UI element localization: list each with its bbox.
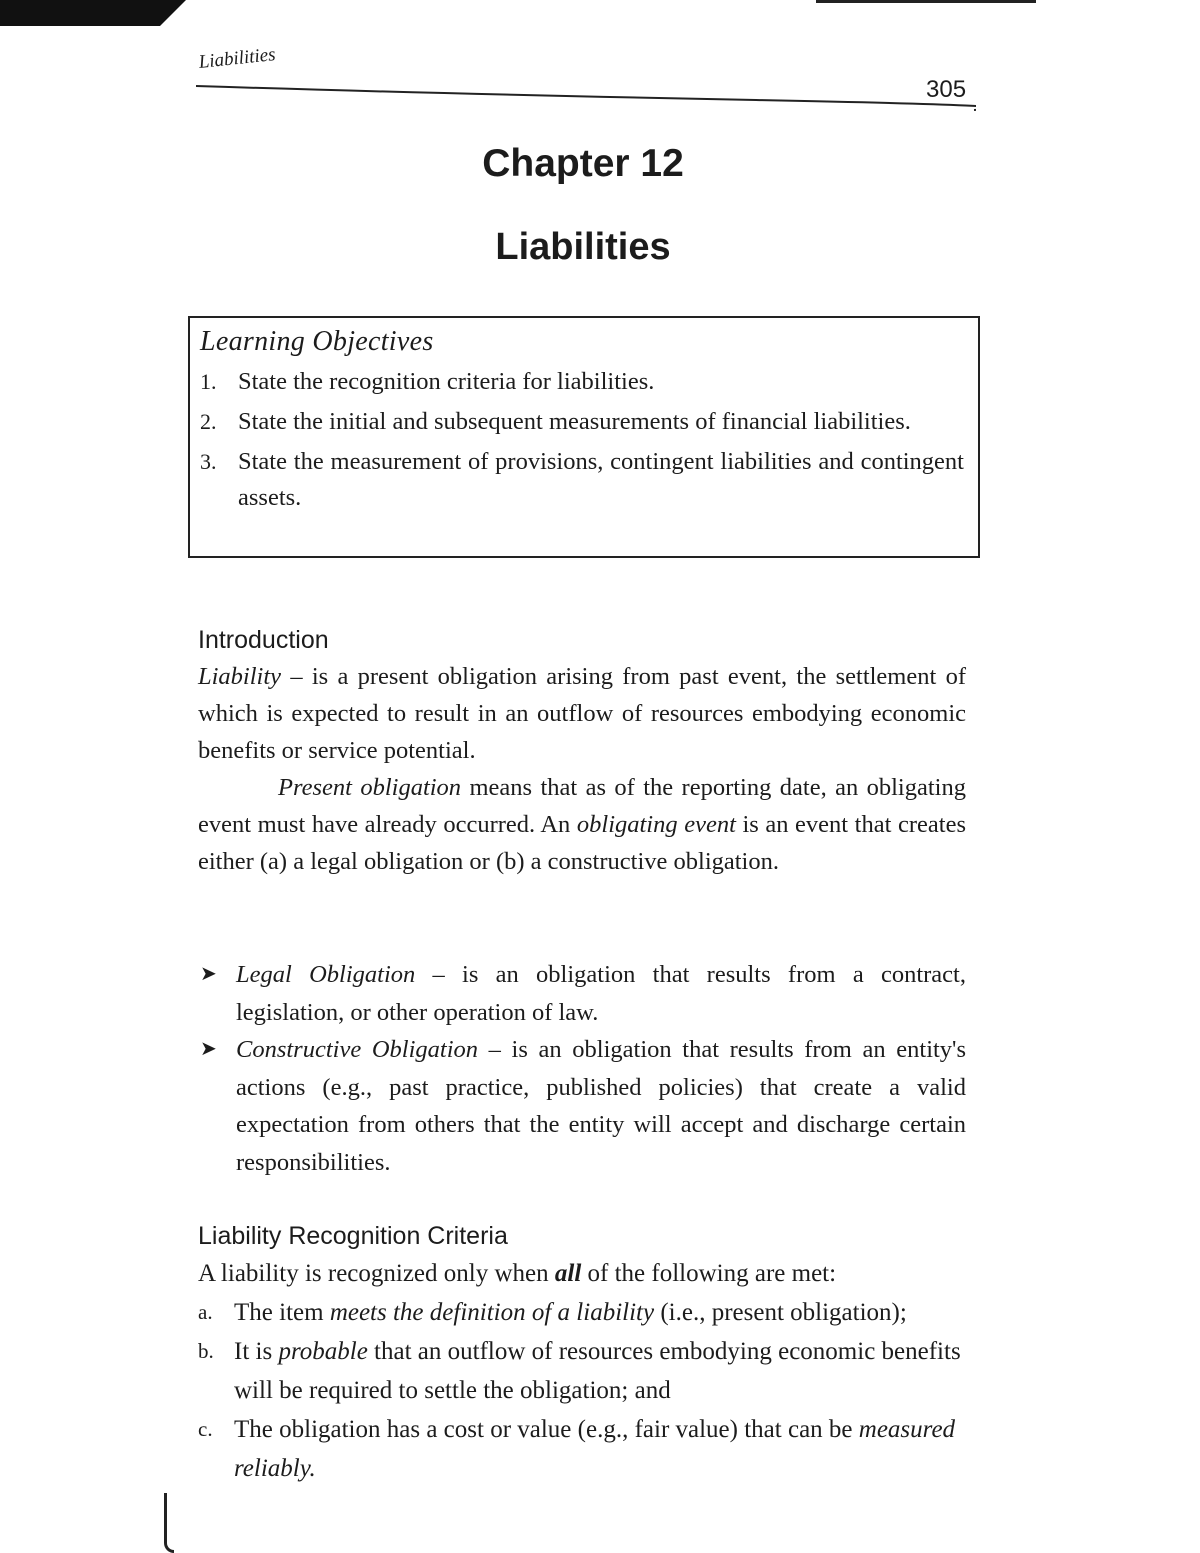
constructive-obligation-text: – is an obligation that results from an entity's actions (e.g., past practice, published policies) that create a valid expectation from others that the entity will accept and discharge certain responsibilities. (236, 1036, 967, 1176)
chapter-title: Liabilities (495, 226, 671, 268)
objective-number: 3. (200, 449, 217, 474)
objective-item (200, 364, 964, 400)
criterion-emphasis: measured reliably. (234, 1416, 956, 1482)
legal-obligation-text: – is an obligation that results from a contract, legislation, or other operation of law. (236, 961, 966, 1026)
liability-term: Liability (198, 663, 282, 690)
criterion-emphasis: meets the definition of a liability (329, 1299, 655, 1326)
constructive-obligation-item (198, 1031, 966, 1181)
chapter-number: Chapter 12 (482, 142, 684, 185)
criterion-text: It is (234, 1338, 279, 1365)
objective-text: State the recognition criteria for liabilities. (238, 368, 655, 395)
objective-number: 2. (200, 409, 217, 434)
recognition-criteria-section (198, 1218, 966, 1488)
header-rule (196, 80, 976, 114)
obligating-event-term: obligating event (576, 811, 736, 838)
criterion-text: The obligation has a cost or value (e.g., fair value) that can be (234, 1416, 859, 1443)
criterion-item (198, 1332, 966, 1410)
introduction-section (198, 622, 966, 880)
scan-edge-line (816, 0, 1036, 3)
introduction-heading: Introduction (198, 626, 329, 654)
liability-definition-text: – is a present obligation arising from past event, the settlement of which is expected to result in an outflow of resources embodying economic benefits or service potential. (198, 663, 966, 764)
learning-objectives-box (188, 316, 980, 558)
obligating-event-text: is an event that creates either (a) a legal obligation or (b) a constructive obligation. (198, 811, 966, 875)
scan-edge-curve (164, 1493, 174, 1553)
page-number: 305 (926, 76, 967, 103)
present-obligation-paragraph (198, 769, 966, 880)
arrowhead-bullet-icon: ➤ (200, 963, 217, 985)
recognition-intro-text-end: of the following are met: (581, 1260, 837, 1287)
objective-item (200, 444, 964, 516)
legal-obligation-term: Legal Obligation (236, 961, 416, 988)
present-obligation-text: means that as of the reporting date, an obligating event must have already occurred. An (198, 774, 966, 838)
recognition-intro (198, 1254, 966, 1293)
present-obligation-term: Present obligation (278, 774, 462, 801)
constructive-obligation-term: Constructive Obligation (236, 1036, 479, 1063)
recognition-criteria-list (198, 1293, 966, 1488)
criterion-item (198, 1293, 966, 1332)
obligation-types-section (198, 956, 966, 1181)
objective-item (200, 404, 964, 440)
all-emphasis: all (554, 1260, 582, 1287)
recognition-criteria-heading: Liability Recognition Criteria (198, 1222, 508, 1250)
running-header: Liabilities (197, 44, 277, 74)
recognition-intro-text: A liability is recognized only when (198, 1260, 555, 1287)
criterion-letter: b. (198, 1339, 214, 1363)
criterion-text-end: (i.e., present obligation); (654, 1299, 907, 1326)
learning-objectives-title: Learning Objectives (200, 326, 434, 357)
objective-text: State the initial and subsequent measurements of financial liabilities. (238, 408, 911, 435)
objective-text: State the measurement of provisions, contingent liabilities and contingent assets. (238, 448, 964, 511)
obligation-types-list (198, 956, 966, 1181)
liability-definition (198, 658, 966, 769)
criterion-emphasis: probable (278, 1338, 368, 1365)
objectives-list (200, 364, 964, 516)
arrowhead-bullet-icon: ➤ (200, 1038, 217, 1060)
criterion-letter: c. (198, 1417, 213, 1441)
scan-corner-mark (0, 0, 186, 26)
legal-obligation-item (198, 956, 966, 1031)
criterion-item (198, 1410, 966, 1488)
criterion-text-end: that an outflow of resources embodying economic benefits will be required to settle the obligation; and (234, 1338, 961, 1404)
objective-number: 1. (200, 369, 217, 394)
criterion-letter: a. (198, 1300, 213, 1324)
criterion-text: The item (234, 1299, 330, 1326)
